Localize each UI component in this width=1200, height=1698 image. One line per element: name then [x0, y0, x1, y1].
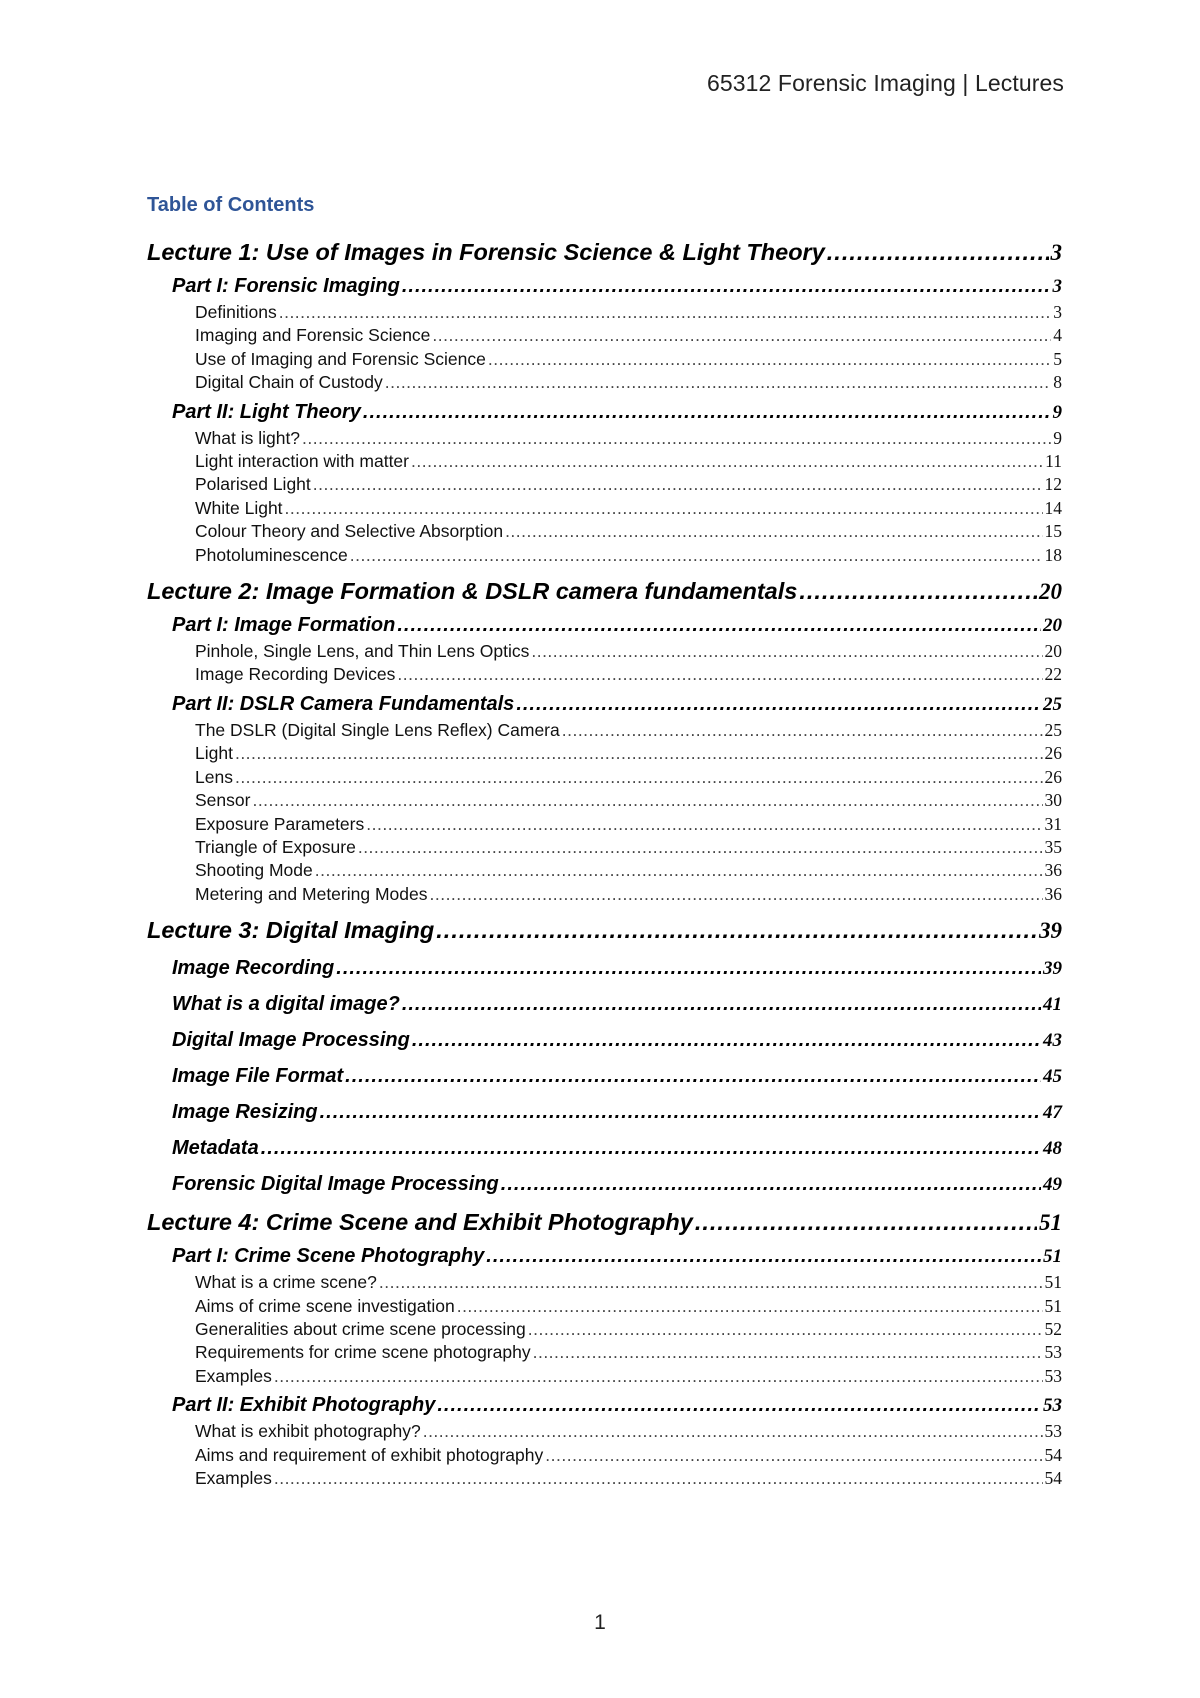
- toc-item-title: Triangle of Exposure: [195, 836, 356, 857]
- toc-part-title: Part II: Exhibit Photography: [172, 1394, 436, 1417]
- toc-lecture[interactable]: [147, 578, 1062, 605]
- dot-leader: [366, 813, 1042, 836]
- toc-part[interactable]: [147, 957, 1062, 980]
- dot-leader: [274, 1365, 1043, 1388]
- toc-item[interactable]: [147, 473, 1062, 496]
- toc-part[interactable]: [147, 993, 1062, 1016]
- dot-leader: [397, 614, 1041, 637]
- toc-part-title: Part II: Light Theory: [172, 400, 361, 423]
- toc-item[interactable]: [147, 719, 1062, 742]
- toc-item-page: 8: [1053, 372, 1062, 393]
- toc-lecture-page: 3: [1050, 240, 1062, 265]
- toc-item[interactable]: [147, 1420, 1062, 1443]
- toc-item-title: Metering and Metering Modes: [195, 883, 428, 904]
- toc-part-title: Image File Format: [172, 1065, 344, 1088]
- toc-item-page: 15: [1044, 521, 1062, 542]
- toc-item[interactable]: [147, 520, 1062, 543]
- toc-item-page: 26: [1044, 743, 1062, 764]
- toc-lecture-title: Lecture 1: Use of Images in Forensic Science & Light Theory: [147, 239, 825, 265]
- toc-part-title: Digital Image Processing: [172, 1029, 410, 1052]
- toc-part-title: Forensic Digital Image Processing: [172, 1173, 499, 1196]
- dot-leader: [412, 1029, 1041, 1052]
- toc-part-page: 43: [1043, 1030, 1062, 1052]
- toc-item-page: 25: [1044, 719, 1062, 740]
- toc-part[interactable]: [147, 1137, 1062, 1160]
- toc-item-title: What is a crime scene?: [195, 1272, 377, 1293]
- dot-leader: [285, 497, 1043, 520]
- toc-part-title: Part I: Image Formation: [172, 614, 396, 637]
- dot-leader: [501, 1173, 1041, 1196]
- dot-leader: [562, 719, 1043, 742]
- toc-part[interactable]: [147, 275, 1062, 298]
- toc-item[interactable]: [147, 427, 1062, 450]
- dot-leader: [315, 859, 1043, 882]
- toc-item-page: 53: [1044, 1365, 1062, 1386]
- toc-item[interactable]: [147, 789, 1062, 812]
- toc-item[interactable]: [147, 859, 1062, 882]
- toc-item-title: Examples: [195, 1467, 272, 1488]
- toc-lecture-page: 39: [1039, 918, 1062, 944]
- toc-item-page: 31: [1044, 813, 1062, 834]
- toc-item-page: 18: [1044, 544, 1062, 565]
- toc-part-page: 53: [1043, 1395, 1062, 1417]
- toc-item[interactable]: [147, 1341, 1062, 1364]
- toc-item-title: Colour Theory and Selective Absorption: [195, 521, 504, 542]
- toc-item-title: Definitions: [195, 302, 277, 322]
- toc-item-title: Aims and requirement of exhibit photography: [195, 1444, 544, 1465]
- toc-item[interactable]: [147, 1467, 1062, 1490]
- toc-item-title: Lens: [195, 766, 233, 787]
- dot-leader: [437, 1394, 1041, 1417]
- toc-part-page: 39: [1043, 958, 1062, 980]
- toc-item-page: 52: [1044, 1318, 1062, 1339]
- toc-item-title: Sensor: [195, 790, 251, 811]
- toc-item-page: 36: [1044, 860, 1062, 881]
- dot-leader: [350, 544, 1043, 567]
- dot-leader: [302, 427, 1051, 450]
- toc-item-title: Image Recording Devices: [195, 664, 396, 685]
- toc-item[interactable]: [147, 371, 1062, 394]
- dot-leader: [313, 473, 1043, 496]
- toc-item[interactable]: [147, 766, 1062, 789]
- toc-item-page: 35: [1044, 836, 1062, 857]
- toc-lecture-page: 20: [1039, 579, 1062, 605]
- toc-part-page: 51: [1043, 1246, 1062, 1268]
- toc-part-title: Part II: DSLR Camera Fundamentals: [172, 692, 515, 715]
- toc-item-title: Shooting Mode: [195, 860, 313, 881]
- dot-leader: [695, 1209, 1037, 1236]
- toc-item[interactable]: [147, 813, 1062, 836]
- dot-leader: [528, 1318, 1043, 1341]
- toc-part-page: 41: [1043, 994, 1062, 1016]
- dot-leader: [533, 1341, 1043, 1364]
- dot-leader: [516, 693, 1041, 716]
- toc-item-title: Polarised Light: [195, 474, 311, 495]
- toc-part-page: 25: [1043, 693, 1062, 715]
- toc-part[interactable]: [147, 1173, 1062, 1196]
- table-of-contents: [147, 228, 1062, 1490]
- toc-item-title: Light interaction with matter: [195, 451, 409, 472]
- toc-item-page: 14: [1044, 497, 1062, 518]
- toc-item-page: 53: [1044, 1342, 1062, 1363]
- toc-part-title: Part I: Forensic Imaging: [172, 275, 400, 297]
- toc-item[interactable]: [147, 301, 1062, 324]
- toc-part-page: 45: [1043, 1066, 1062, 1088]
- toc-part[interactable]: [147, 1101, 1062, 1124]
- dot-leader: [827, 239, 1049, 266]
- toc-part[interactable]: [147, 1029, 1062, 1052]
- toc-item-title: Exposure Parameters: [195, 813, 365, 834]
- dot-leader: [488, 348, 1051, 371]
- toc-item[interactable]: [147, 836, 1062, 859]
- toc-item-title: The DSLR (Digital Single Lens Reflex) Camera: [195, 719, 560, 740]
- dot-leader: [385, 371, 1052, 394]
- toc-lecture[interactable]: [147, 1209, 1062, 1236]
- toc-item-title: What is light?: [195, 427, 301, 448]
- toc-item-title: Aims of crime scene investigation: [195, 1295, 455, 1316]
- dot-leader: [432, 324, 1051, 347]
- toc-item-title: Generalities about crime scene processing: [195, 1318, 526, 1339]
- toc-lecture-title: Lecture 2: Image Formation & DSLR camera fundamentals: [147, 578, 798, 605]
- toc-item-page: 11: [1045, 451, 1062, 472]
- dot-leader: [486, 1245, 1041, 1268]
- toc-item[interactable]: [147, 450, 1062, 473]
- dot-leader: [336, 957, 1041, 980]
- dot-leader: [235, 766, 1043, 789]
- toc-item-page: 4: [1053, 325, 1062, 346]
- toc-item[interactable]: [147, 1318, 1062, 1341]
- page-number: 1: [594, 1611, 606, 1634]
- dot-leader: [436, 917, 1037, 944]
- dot-leader: [279, 301, 1052, 324]
- toc-item-page: 26: [1044, 766, 1062, 787]
- toc-item[interactable]: [147, 324, 1062, 347]
- toc-lecture-title: Lecture 4: Crime Scene and Exhibit Photography: [147, 1209, 693, 1236]
- toc-item-page: 12: [1044, 474, 1062, 495]
- dot-leader: [363, 401, 1051, 424]
- dot-leader: [402, 275, 1051, 298]
- toc-item-page: 53: [1044, 1421, 1062, 1442]
- toc-item-page: 9: [1053, 427, 1062, 448]
- dot-leader: [320, 1101, 1041, 1124]
- dot-leader: [235, 742, 1043, 765]
- toc-item[interactable]: [147, 1295, 1062, 1318]
- toc-item[interactable]: [147, 348, 1062, 371]
- dot-leader: [397, 663, 1042, 686]
- toc-part-page: 9: [1052, 401, 1062, 423]
- toc-part-page: 49: [1043, 1174, 1062, 1196]
- dot-leader: [429, 883, 1042, 906]
- toc-item-title: Photoluminescence: [195, 544, 348, 565]
- dot-leader: [379, 1271, 1043, 1294]
- dot-leader: [545, 1444, 1042, 1467]
- toc-item[interactable]: [147, 640, 1062, 663]
- toc-item-page: 5: [1053, 348, 1062, 369]
- toc-item[interactable]: [147, 1444, 1062, 1467]
- toc-part-page: 47: [1043, 1102, 1062, 1124]
- toc-item[interactable]: [147, 1365, 1062, 1388]
- toc-item-title: Use of Imaging and Forensic Science: [195, 348, 486, 369]
- toc-part[interactable]: [147, 1065, 1062, 1088]
- toc-part-title: Image Recording: [172, 957, 335, 980]
- toc-item-title: Examples: [195, 1365, 272, 1386]
- toc-lecture[interactable]: [147, 239, 1062, 266]
- toc-part[interactable]: [147, 614, 1062, 637]
- dot-leader: [358, 836, 1043, 859]
- toc-part-title: Image Resizing: [172, 1101, 318, 1124]
- toc-item[interactable]: [147, 663, 1062, 686]
- toc-part[interactable]: [147, 1245, 1062, 1268]
- toc-part-page: 3: [1052, 276, 1062, 297]
- toc-part-title: Metadata: [172, 1137, 259, 1160]
- toc-item[interactable]: [147, 544, 1062, 567]
- dot-leader: [345, 1065, 1041, 1088]
- toc-heading: Table of Contents: [147, 194, 315, 216]
- toc-part-title: What is a digital image?: [172, 993, 400, 1016]
- toc-lecture[interactable]: [147, 917, 1062, 944]
- toc-item-title: Light: [195, 743, 233, 764]
- toc-part-title: Part I: Crime Scene Photography: [172, 1245, 485, 1268]
- toc-lecture-page: 51: [1039, 1210, 1062, 1236]
- toc-item-page: 3: [1053, 302, 1062, 322]
- toc-lecture-title: Lecture 3: Digital Imaging: [147, 917, 435, 944]
- toc-item-page: 51: [1044, 1272, 1062, 1293]
- toc-item[interactable]: [147, 497, 1062, 520]
- toc-part[interactable]: [147, 401, 1062, 424]
- toc-item-title: Pinhole, Single Lens, and Thin Lens Optics: [195, 641, 530, 662]
- dot-leader: [457, 1295, 1043, 1318]
- toc-item-page: 54: [1044, 1444, 1062, 1465]
- toc-item-page: 20: [1044, 641, 1062, 662]
- toc-item-title: White Light: [195, 497, 283, 518]
- dot-leader: [402, 993, 1041, 1016]
- toc-item-page: 36: [1044, 883, 1062, 904]
- toc-item-page: 54: [1044, 1467, 1062, 1488]
- toc-item-title: Imaging and Forensic Science: [195, 325, 431, 346]
- toc-item-page: 30: [1044, 790, 1062, 811]
- page-header: 65312 Forensic Imaging | Lectures: [706, 70, 1064, 96]
- toc-part-page: 48: [1043, 1138, 1062, 1160]
- toc-item[interactable]: [147, 1271, 1062, 1294]
- toc-part[interactable]: [147, 693, 1062, 716]
- toc-item-page: 51: [1044, 1295, 1062, 1316]
- toc-item-title: Requirements for crime scene photography: [195, 1342, 531, 1363]
- toc-part[interactable]: [147, 1394, 1062, 1417]
- dot-leader: [799, 578, 1037, 605]
- dot-leader: [411, 450, 1043, 473]
- toc-item-title: Digital Chain of Custody: [195, 372, 383, 393]
- toc-item-title: What is exhibit photography?: [195, 1421, 421, 1442]
- dot-leader: [261, 1137, 1041, 1160]
- dot-leader: [505, 520, 1042, 543]
- dot-leader: [531, 640, 1042, 663]
- toc-part-page: 20: [1043, 615, 1062, 637]
- toc-item[interactable]: [147, 883, 1062, 906]
- toc-item-page: 22: [1044, 664, 1062, 685]
- toc-item[interactable]: [147, 742, 1062, 765]
- dot-leader: [274, 1467, 1043, 1490]
- dot-leader: [252, 789, 1042, 812]
- dot-leader: [423, 1420, 1043, 1443]
